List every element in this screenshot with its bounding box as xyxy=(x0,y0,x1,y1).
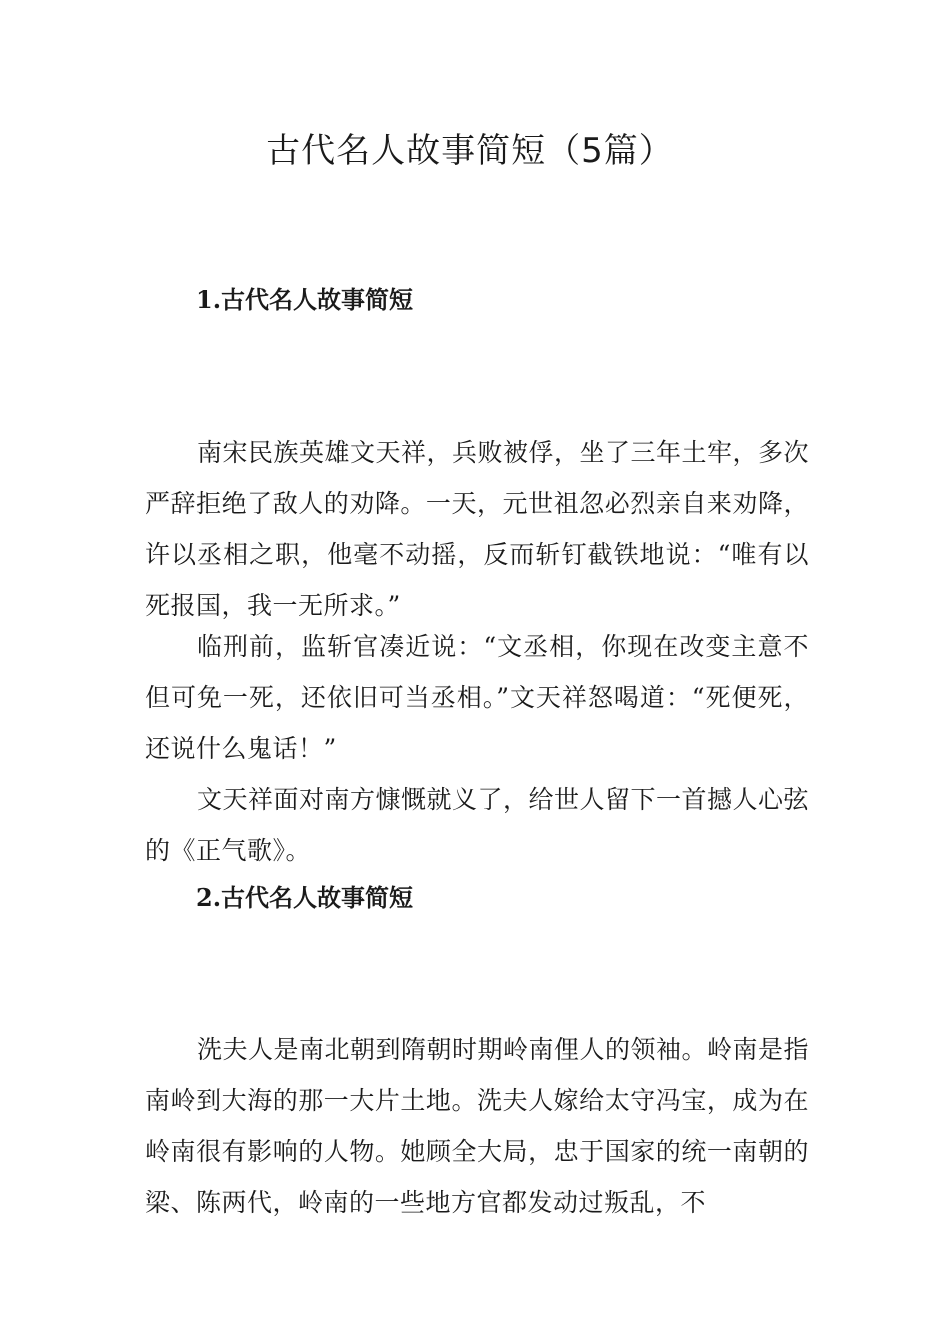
paragraph-1-3: 文天祥面对南方慷慨就义了，给世人留下一首撼人心弦的《正气歌》。 xyxy=(145,785,810,865)
section-heading-2: 2.古代名人故事简短 xyxy=(196,883,414,912)
paragraph-1-1: 南宋民族英雄文天祥，兵败被俘，坐了三年土牢，多次严辞拒绝了敌人的劝降。一天，元世祖忽必烈亲自来劝降，许以丞相之职，他毫不动摇，反而斩钉截铁地说：“唯有以死报国，我一无所求。” xyxy=(145,438,810,620)
paragraph-1-2: 临刑前，监斩官凑近说：“文丞相，你现在改变主意不但可免一死，还依旧可当丞相。”文天祥怒喝道：“死便死，还说什么鬼话！” xyxy=(145,632,809,763)
document-title: 古代名人故事简短（5篇） xyxy=(266,131,674,171)
paragraph-2-1: 洗夫人是南北朝到隋朝时期岭南俚人的领袖。岭南是指南岭到大海的那一大片土地。洗夫人嫁给太守冯宝，成为在岭南很有影响的人物。她顾全大局，忠于国家的统一南朝的梁、陈两代，岭南的一些地方官都发动过叛乱，不 xyxy=(145,1035,810,1217)
section-heading-1: 1.古代名人故事简短 xyxy=(196,285,414,314)
